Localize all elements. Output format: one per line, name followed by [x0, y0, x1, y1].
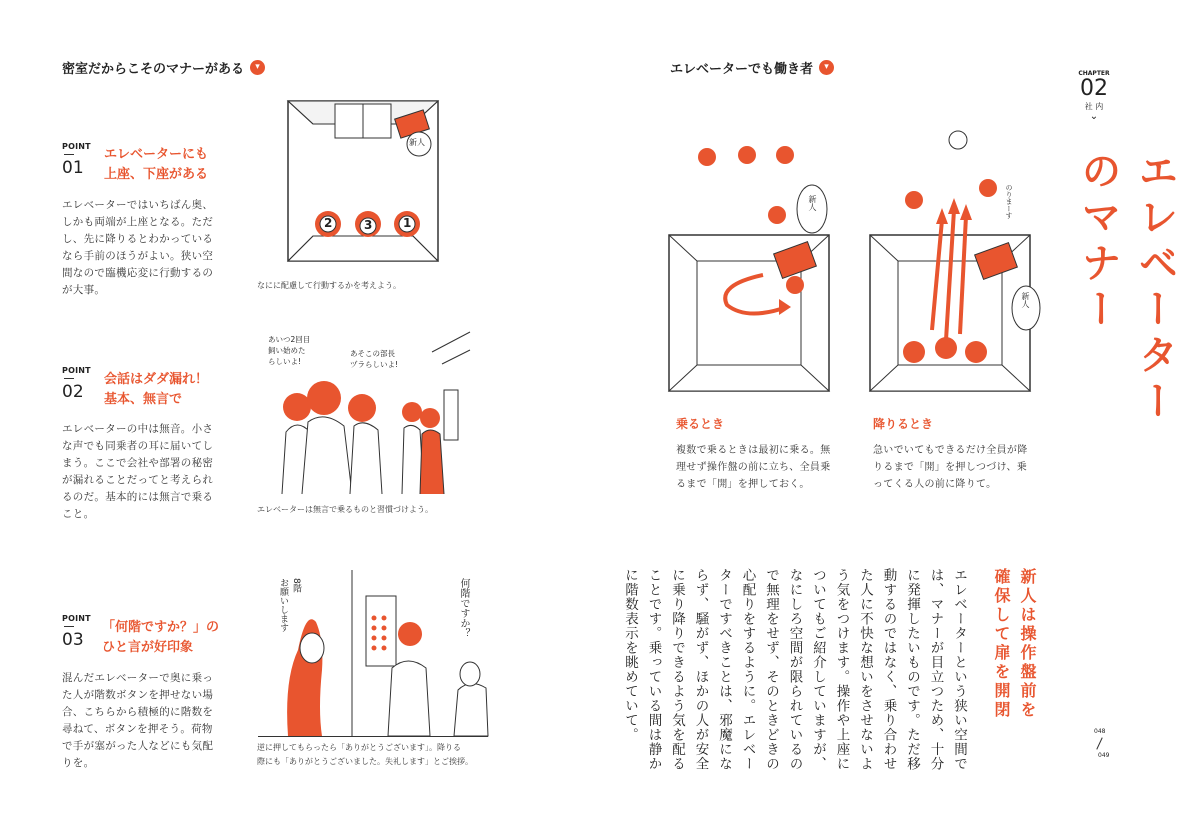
illustration-which-floor — [258, 570, 488, 737]
illustration-boarding — [667, 135, 832, 393]
point-02-body: エレベーターの中は無音。小さな声でも同乗者の耳に届いてしまう。ここで会社や部署の秘密が漏れることだってと考えられるのだ。基本的には無言で乗ること。 — [62, 423, 214, 520]
speech-bubble-floor-request: 8階 お願いします — [278, 578, 301, 632]
point-label: POINT — [62, 614, 91, 623]
newbie-balloon-text: 新人 — [808, 195, 817, 211]
point-01-marker — [62, 142, 91, 178]
page-number-left: 048 — [1094, 728, 1106, 735]
chevron-down-icon: ▾ — [819, 60, 834, 75]
exiting-title: 降りるとき — [873, 417, 934, 431]
speech-bubble-gossip-1: あいつ2回目 飼い始めた らしいよ! — [268, 335, 311, 366]
chevron-down-icon: ⌄ — [1089, 111, 1099, 122]
point-01-caption: なにに配慮して行動するかを考えよう。 — [257, 281, 401, 290]
seat-number: 1 — [403, 216, 412, 230]
exiting-body: 急いでいてもできるだけ全員が降りるまで「開」を押しつづけ、乗ってくる人の前に降りて。 — [873, 445, 1028, 490]
point-01-title: エレベーターにも 上座、下座がある — [104, 147, 209, 182]
point-03-title: 「何階ですか？」の ひと言が好印象 — [102, 620, 220, 655]
vertical-body-text: エレベーターという狭い空間では、マナーが目立つため、十分に発揮したいものです。ただ移動するのではなく、乗り合わせた人に不快な想いをさせないよう気をつけます。操作や上座についてもご紹介していますが、なにしろ空間が限られているので無理をせず、そのときどきの心配りをするように。エレベーターですべきことは、邪魔にならず、騒がず、ほかの人が安全に乗り降りできるよう気を配ることです。乗っている間は静かに階数表示を眺めていて。 — [622, 568, 967, 771]
point-number: 01 — [62, 158, 84, 178]
seat-number: 3 — [364, 218, 373, 232]
illustration-elevator-seating — [287, 100, 439, 262]
illustration-exiting — [868, 130, 1035, 393]
point-02-title: 会話はダダ漏れ！ 基本、無言で — [104, 372, 209, 407]
boarding-title: 乗るとき — [676, 417, 725, 431]
speech-bubble-gossip-2: あそこの部長 ヅラらしいよ! — [350, 349, 399, 369]
point-03-marker — [62, 614, 91, 650]
point-03-body: 混んだエレベーターで奥に乗った人が階数ボタンを押せない場合、こちらから積極的に階数を尋ねて、ボタンを押そう。荷物で手が塞がった人などにも気配りを。 — [62, 672, 214, 769]
illustration-elevator-gossip — [262, 322, 470, 494]
point-03-caption: 逆に押してもらったら「ありがとうございます」。降りる 際にも「ありがとうございました。失礼します」とご挨拶。 — [257, 743, 473, 766]
chapter-indicator — [1076, 70, 1112, 122]
point-01-body: エレベーターではいちばん奥、しかも両端が上座となる。ただし、先に降りるとわかっているなら手前のほうがよい。狭い空間なので臨機応変に行動するのが大事。 — [62, 199, 214, 296]
chapter-title: エレベーターのマナー — [1075, 150, 1178, 426]
vertical-heading: 新人は操作盤前を確保して扉を開閉 — [992, 568, 1037, 720]
boarding-body: 複数で乗るときは最初に乗る。無理せず操作盤の前に立ち、全員乗るまで「開」を押しておく。 — [676, 445, 831, 490]
point-number: 03 — [62, 630, 84, 650]
speech-getting-on: のりまーす — [1005, 184, 1013, 219]
chapter-name: 社 内 — [1084, 102, 1104, 111]
point-02-marker — [62, 366, 91, 402]
left-section-heading: 密室だからこそのマナーがある ▾ — [62, 58, 265, 77]
point-02-caption: エレベーターは無言で乗るものと習慣づけよう。 — [257, 505, 433, 514]
chapter-number: 02 — [1080, 76, 1108, 101]
point-number: 02 — [62, 382, 84, 402]
point-label: POINT — [62, 366, 91, 375]
point-label: POINT — [62, 142, 91, 151]
seat-number: 2 — [324, 216, 333, 230]
page-number-right: 049 — [1098, 752, 1110, 759]
speech-bubble-which-floor: 何階ですか？ — [458, 578, 469, 638]
newbie-balloon-text: 新人 — [409, 138, 425, 147]
right-section-heading: エレベーターでも働き者 ▾ — [670, 58, 834, 77]
chevron-down-icon: ▾ — [250, 60, 265, 75]
page-number-divider — [1096, 737, 1102, 749]
newbie-balloon-text: 新人 — [1021, 292, 1030, 308]
chapter-label: CHAPTER — [1078, 70, 1110, 77]
